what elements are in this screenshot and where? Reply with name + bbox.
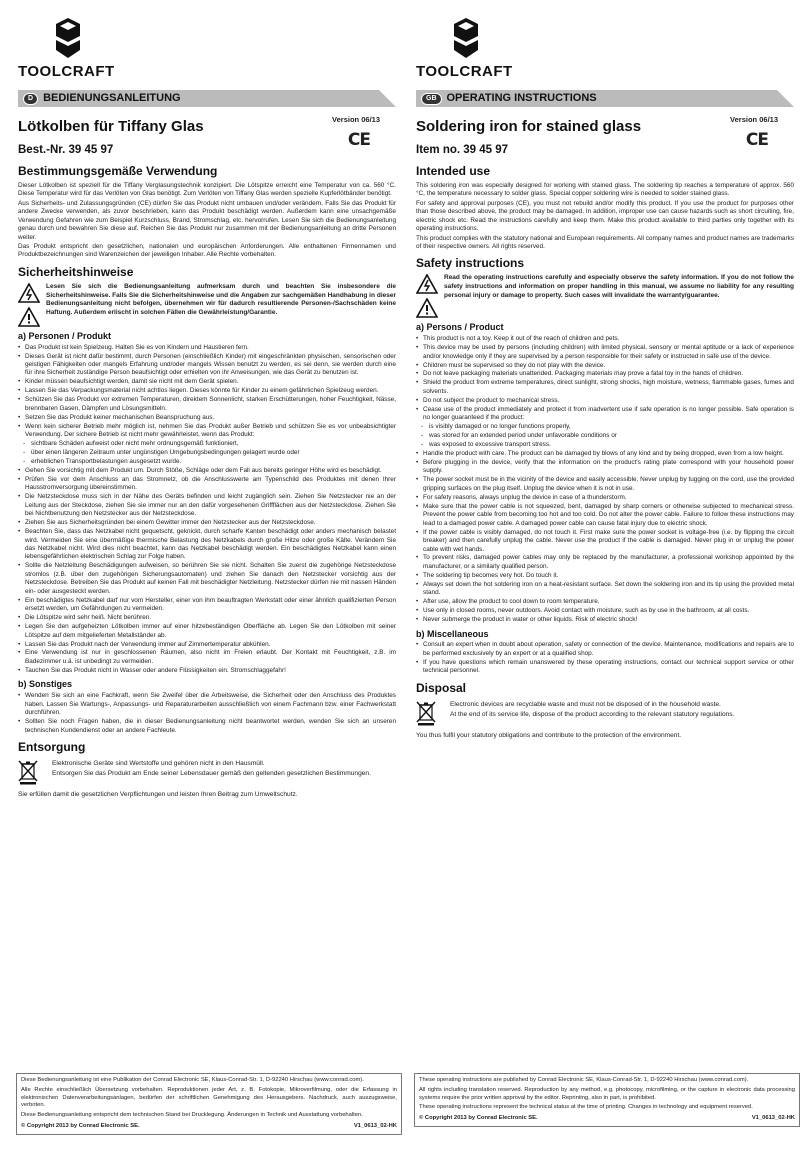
version-label: Version 06/13 [332, 115, 380, 124]
paragraph: Entsorgen Sie das Produkt am Ende seiner Lebensdauer gemäß den geltenden gesetzlichen Bestimmungen. [52, 770, 371, 778]
list-item: • Die Netzsteckdose muss sich in der Nähe des Geräts befinden und leicht zugänglich sein. Ziehen Sie Netzstecker nie an der Leitung aus der Steckdose, ziehen Sie sie immer nur an den dafür vorgesehenen Griffflächen aus der Netzsteckdose. Ziehen Sie bei Nichtbenutzung den Netzstecker aus der Netzsteckdose. [18, 493, 396, 518]
paragraph: At the end of its service life, dispose of the product according to the relevant statutory regulations. [450, 710, 735, 718]
section-title: OPERATING INSTRUCTIONS [446, 92, 597, 105]
list-item: • Prüfen Sie vor dem Anschluss an das Stromnetz, ob die Anschlusswerte am Typenschild des Produktes mit denen Ihrer Hausstromversorgung übereinstimmen. [18, 476, 396, 493]
crossed-bin-icon [18, 759, 38, 785]
list-item: • Do not subject the product to mechanical stress. [416, 397, 794, 405]
list-item: • Ein beschädigtes Netzkabel darf nur vom Hersteller, einer von ihm beauftragten Werkstatt oder einer ähnlich qualifizierten Person ersetzt werden, um Gefährdungen zu vermeiden. [18, 597, 396, 614]
miscellaneous-list [416, 641, 794, 675]
list-item: • This product is not a toy. Keep it out of the reach of children and pets. [416, 335, 794, 343]
ce-mark: CE [347, 130, 370, 150]
list-item: • For safety reasons, always unplug the device in case of a thunderstorm. [416, 494, 794, 502]
list-item: • The soldering tip becomes very hot. Do touch it. [416, 572, 794, 580]
safety-warning-text: Lesen Sie sich die Bedienungsanleitung aufmerksam durch und beachten Sie insbesondere die Sicherheitshinweise. Falls Sie die Sicherheitshinweise und die Angaben zur sachgemäßen Handhabung in dieser Bedienungsanleitung nicht befolgen, übernehmen wir für dadurch resultierende Personen-/Sachschäden keine Haftung. Außerdem erlischt in solchen Fällen die Gewährleistung/Garantie. [46, 282, 396, 317]
intended-use-text [416, 182, 794, 252]
brand-logo [18, 18, 396, 82]
electric-hazard-icon [18, 283, 40, 303]
list-item: - was exposed to excessive transport stress. [416, 441, 794, 449]
list-item: • Beachten Sie, dass das Netzkabel nicht gequetscht, geknickt, durch scharfe Kanten beschädigt oder anders mechanisch belastet wird. Vermeiden Sie eine übermäßige thermische Belastung des Netzkabels durch große Hitze oder große Kälte. Verändern Sie das Netzkabel nicht. Wird dies nicht beachtet, kann das Netzkabel beschädigt werden. Ein beschädigtes Netzkabel kann einen lebensgefährlichen elektrischen Schlag zur Folge haben. [18, 528, 396, 562]
publisher-notes [419, 1077, 795, 1112]
list-item: • If the power cable is visibly damaged, do not touch it. First make sure the power socket is voltage-free (i.e. by flipping the circuit breaker) and then carefully unplug the cable. Never use the product if the cable is damaged. Never plug in or unplug the power cable with wet hands. [416, 529, 794, 554]
persons-product-list-continued [416, 450, 794, 625]
list-item: • Sollte die Netzleitung Beschädigungen aufweisen, so berühren Sie sie nicht. Schalten Sie zuerst die zugehörige Netzsteckdose stromlos (z.B. über den zugehörigen Sicherungsautomaten) und ziehen Sie danach den Netzstecker vorsichtig aus der Netzsteckdose. Betreiben Sie das Produkt auf keinen Fall mit beschädigter Netzleitung. Netzstecker dürfen nie mit nassen Händen ein- oder ausgesteckt werden. [18, 562, 396, 596]
list-item: • This device may be used by persons (including children) with limited physical, sensory or mental aptitude or a lack of experience and/or knowledge only if they are supervised by a person responsible for their safety or instructed in safe use of the device. [416, 344, 794, 361]
list-item: • Cease use of the product immediately and protect it from inadvertent use if safe operation is no longer possible. Safe operation is no longer guaranteed if the product: [416, 406, 794, 423]
list-item: • Eine Verwendung ist nur in geschlossenen Räumen, also nicht im Freien erlaubt. Der Kontakt mit Feuchtigkeit, z.B. im Badezimmer u.ä. ist unbedingt zu vermeiden. [18, 649, 396, 666]
electric-hazard-icon [416, 274, 438, 294]
paragraph: Alle Rechte einschließlich Übersetzung vorbehalten. Reproduktionen jeder Art, z. B. Fotokopie, Mikroverfilmung, oder die Erfassung in elektronischen Datenverarbeitungsanlagen, bedürfen der schriftlichen Genehmigung des Herausgebers. Nachdruck, auch auszugsweise, verboten. [21, 1086, 397, 1109]
list-item: - is visibly damaged or no longer functions properly, [416, 423, 794, 431]
safety-heading: Safety instructions [416, 256, 525, 271]
list-item: • Ziehen Sie aus Sicherheitsgründen bei einem Gewitter immer den Netzstecker aus der Netzsteckdose. [18, 519, 396, 527]
persons-product-heading: a) Personen / Produkt [18, 330, 112, 341]
toolcraft-logo-icon [454, 18, 478, 58]
copyright: © Copyright 2013 by Conrad Electronic SE. [21, 1123, 140, 1130]
disposal-heading: Disposal [416, 680, 467, 695]
paragraph: These operating instructions are published by Conrad Electronic SE, Klaus-Conrad-Str. 1, D-92240 Hirschau (www.conrad.com). [419, 1077, 749, 1083]
list-item: - was stored for an extended period under unfavorable conditions or [416, 432, 794, 440]
copyright: © Copyright 2013 by Conrad Electronic SE. [419, 1115, 538, 1122]
brand-logo [416, 18, 794, 82]
page-title: Lötkolben für Tiffany Glas [18, 118, 204, 135]
miscellaneous-heading: b) Sonstiges [18, 679, 73, 690]
intended-use-text [18, 182, 396, 260]
intended-use-heading: Bestimmungsgemäße Verwendung [18, 164, 218, 178]
item-number: Best.-Nr. 39 45 97 [18, 144, 114, 156]
list-item: • Lassen Sie das Verpackungsmaterial nicht achtlos liegen. Dieses könnte für Kinder zu einem gefährlichen Spielzeug werden. [18, 387, 396, 395]
list-item: • Wenden Sie sich an eine Fachkraft, wenn Sie Zweifel über die Arbeitsweise, die Sicherheit oder den Anschluss des Produktes haben. Lassen Sie Wartungs-, Anpassungs- und Reparaturarbeiten ausschließlich von einem Fachmann bzw. einer Fachwerkstatt durchführen. [18, 692, 396, 717]
document-code: V1_0613_02-HK [751, 1115, 795, 1122]
list-item: • Make sure that the power cable is not squeezed, bent, damaged by sharp corners or otherwise subjected to mechanical stress. Prevent the power cable from becoming too hot and too cold. Do not alter the power cable. Failure to follow these instructions may lead to a damaged power cable. A damaged power cable can cause fatal injury due to electric shock. [416, 503, 794, 528]
english-column [416, 18, 794, 741]
list-item: • Use only in closed rooms, never outdoors. Avoid contact with moisture, such as by use in the bathroom, at all costs. [416, 607, 794, 615]
list-item: • Handle the product with care. The product can be damaged by blows of any kind and by being dropped, even from a low height. [416, 450, 794, 458]
paragraph: These operating instructions represent the technical status at the time of printing. Changes in technology and equipment reserved. [419, 1104, 753, 1111]
paragraph: This soldering iron was especially designed for working with stained glass. The soldering tip reaches a temperature of approx. 560 °C, the temperature necessary to solder glass. Special copper soldering wire is needed to solder stained glass. [416, 181, 794, 198]
toolcraft-logo-icon [56, 18, 80, 58]
list-item: • The power socket must be in the vicinity of the device and easily accessible. Never unplug by tugging on the cord, use the provided gripping surfaces on the plug itself. Unplug the device when it is not in use. [416, 476, 794, 493]
warning-icon [416, 298, 438, 318]
list-item: • Never submerge the product in water or other liquids. Risk of electric shock! [416, 616, 794, 624]
safety-warning-text: Read the operating instructions carefully and especially observe the safety information. If you do not follow the safety instructions and information on proper handling in this manual, we assume no liability for any resulting personal injury or damage to property. Such cases will invalidate the warranty/guarantee. [444, 274, 794, 299]
unsafe-conditions-list [416, 423, 794, 449]
list-item: • Setzen Sie das Produkt keiner mechanischen Beanspruchung aus. [18, 414, 396, 422]
list-item: • Tauchen Sie das Produkt nicht in Wasser oder andere Flüssigkeiten ein. Stromschlaggefahr! [18, 667, 396, 675]
publisher-notes [21, 1077, 397, 1120]
list-item: • Children must be supervised so they do not play with the device. [416, 362, 794, 370]
list-item: • Before plugging in the device, verify that the information on the product's rating plate correspond with your household power supply. [416, 459, 794, 476]
list-item: - erheblichen Transportbelastungen ausgesetzt wurde. [18, 458, 396, 466]
warning-icon [18, 307, 40, 327]
section-band [416, 90, 794, 107]
paragraph: Das Produkt entspricht den gesetzlichen, nationalen und europäischen Anforderungen. Alle enthaltenen Firmennamen und Produktbezeichnungen sind Warenzeichen der jeweiligen Inhaber. Alle Rechte vorbehalten. [18, 243, 396, 259]
paragraph: Diese Bedienungsanleitung entspricht dem technischen Stand bei Drucklegung. Änderungen in Technik und Ausstattung vorbehalten. [21, 1112, 363, 1119]
disposal-text [52, 759, 371, 785]
paragraph: Aus Sicherheits- und Zulassungsgründen (CE) dürfen Sie das Produkt nicht umbauen und/oder verändern. Falls Sie das Produkt für andere Zwecke verwenden, als zuvor beschrieben, kann das Produkt beschädigt werden. Außerdem kann eine unsachgemäße Verwendung Gefahren wie zum Beispiel Kurzschluss, Brand, Stromschlag, etc. hervorrufen. Lesen Sie sich die Bedienungsanleitung genau durch und bewahren Sie diese auf. Reichen Sie das Produkt nur zusammen mit der Bedienungsanleitung an dritte Personen weiter. [18, 199, 396, 241]
list-item: • Das Produkt ist kein Spielzeug. Halten Sie es von Kindern und Haustieren fern. [18, 344, 396, 352]
safety-heading: Sicherheitshinweise [18, 264, 134, 279]
paragraph: Dieser Lötkolben ist speziell für die Tiffany Verglasungstechnik konzipiert. Die Lötspitze erreicht eine Temperatur von ca. 560 °C. Diese Temperatur wird für das Verlöten von Glas benötigt. Zum Verlöten von Tiffany Glas werden spezielle Kupferlötbänder benötigt. [18, 181, 396, 198]
miscellaneous-heading: b) Miscellaneous [416, 628, 489, 639]
section-title: BEDIENUNGSANLEITUNG [43, 92, 181, 105]
list-item: • Lassen Sie das Produkt nach der Verwendung immer auf Zimmertemperatur abkühlen. [18, 641, 396, 649]
disposal-heading: Entsorgung [18, 739, 86, 754]
version-label: Version 06/13 [730, 115, 778, 124]
list-item: • After use, allow the product to cool down to room temperature. [416, 598, 794, 606]
brand-name: TOOLCRAFT [416, 63, 513, 80]
list-item: • Legen Sie den aufgeheizten Lötkolben immer auf einer hitzebeständigen Oberfläche ab. Legen Sie den Lötkolben mit seiner Lötspitze auf dem mitgelieferten Metallständer ab. [18, 623, 396, 640]
paragraph: Elektronische Geräte sind Wertstoffe und gehören nicht in den Hausmüll. [52, 759, 265, 767]
german-footer [16, 1073, 402, 1135]
list-item: • Do not leave packaging materials unattended. Packaging materials may prove a fatal toy in the hands of children. [416, 370, 794, 378]
list-item: • Wenn kein sicherer Betrieb mehr möglich ist, nehmen Sie das Produkt außer Betrieb und schützen Sie es vor unbeabsichtigter Verwendung. Der sichere Betrieb ist nicht mehr gewährleistet, wenn das Produkt: [18, 423, 396, 440]
list-item: • Sollten Sie noch Fragen haben, die in dieser Bedienungsanleitung nicht beantwortet werden, wenden Sie sich an unseren technischen Kundendienst oder an andere Fachleute. [18, 718, 396, 735]
english-footer [414, 1073, 800, 1127]
disposal-note: Sie erfüllen damit die gesetzlichen Verpflichtungen und leisten Ihren Beitrag zum Umweltschutz. [18, 790, 298, 798]
page-title: Soldering iron for stained glass [416, 118, 642, 135]
paragraph: All rights including translation reserved. Reproduction by any method, e.g. photocopy, microfilming, or the capture in electronic data processing systems require the prior written approval by the editor. Reprinting, also in part, is prohibited. [419, 1086, 795, 1101]
list-item: • Shield the product from extreme temperatures, direct sunlight, strong shocks, high moisture, wetness, flammable gases, fumes and solvents. [416, 379, 794, 396]
brand-name: TOOLCRAFT [18, 63, 115, 80]
list-item: • Always set down the hot soldering iron on a heat-resistant surface. Set down the soldering iron and its tip using the provided metal stand. [416, 581, 794, 598]
ce-mark: CE [745, 130, 768, 150]
paragraph: This product complies with the statutory national and European requirements. All company names and product names are trademarks of their respective owners. All rights reserved. [416, 234, 794, 250]
section-band [18, 90, 396, 107]
persons-product-list [18, 344, 396, 440]
persons-product-heading: a) Persons / Product [416, 322, 504, 333]
intended-use-heading: Intended use [416, 164, 491, 178]
persons-product-list-continued [18, 467, 396, 675]
list-item: • Kinder müssen beaufsichtigt werden, damit sie nicht mit dem Gerät spielen. [18, 378, 396, 386]
list-item: • Consult an expert when in doubt about operation, safety or connection of the device. Maintenance, modifications and repairs are to be performed exclusively by an expert or at a qualified shop. [416, 641, 794, 658]
list-item: • If you have questions which remain unanswered by these operating instructions, contact our technical support service or other technical personnel. [416, 659, 794, 676]
crossed-bin-icon [416, 700, 436, 726]
language-badge: D [23, 93, 38, 105]
list-item: - über einen längeren Zeitraum unter ungünstigen Umgebungsbedingungen gelagert wurde oder [18, 449, 396, 457]
disposal-note: You thus fulfil your statutory obligations and contribute to the protection of the environment. [416, 731, 682, 739]
disposal-text [450, 700, 734, 726]
list-item: • Die Lötspitze wird sehr heiß. Nicht berühren. [18, 614, 396, 622]
unsafe-conditions-list [18, 440, 396, 466]
list-item: • Schützen Sie das Produkt vor extremen Temperaturen, direktem Sonnenlicht, starken Erschütterungen, hoher Feuchtigkeit, Nässe, brennbaren Gasen, Dämpfen und Lösungsmitteln. [18, 396, 396, 413]
list-item: • To prevent risks, damaged power cables may only be replaced by the manufacturer, a professional workshop appointed by the manufacturer, or a similarly qualified person. [416, 554, 794, 571]
paragraph: Diese Bedienungsanleitung ist eine Publikation der Conrad Electronic SE, Klaus-Conrad-Str. 1, D-92240 Hirschau (www.conrad.com). [21, 1077, 364, 1083]
list-item: • Gehen Sie vorsichtig mit dem Produkt um. Durch Stöße, Schläge oder dem Fall aus bereits geringer Höhe wird es beschädigt. [18, 467, 396, 475]
persons-product-list [416, 335, 794, 423]
paragraph: Electronic devices are recyclable waste and must not be disposed of in the household waste. [450, 700, 721, 708]
document-code: V1_0613_02-HK [353, 1123, 397, 1130]
item-number: Item no. 39 45 97 [416, 144, 509, 156]
miscellaneous-list [18, 692, 396, 735]
german-column [18, 18, 396, 801]
language-badge: GB [421, 93, 442, 105]
list-item: - sichtbare Schäden aufweist oder nicht mehr ordnungsgemäß funktioniert, [18, 440, 396, 448]
list-item: • Dieses Gerät ist nicht dafür bestimmt, durch Personen (einschließlich Kinder) mit eingeschränkten physischen, sensorischen oder geistigen Fähigkeiten oder mangels Erfahrung und/oder mangels Wissen benutzt zu werden, es sei denn, sie werden durch eine für ihre Sicherheit zuständige Person beaufsichtigt oder erhielten von ihr Anweisungen, wie das Gerät zu benutzen ist. [18, 353, 396, 378]
paragraph: For safety and approval purposes (CE), you must not rebuild and/or modify this product. If you use the product for purposes other than those described above, the product may be damaged. In addition, improper use can cause hazards such as short circuiting, fire, electric shock etc. Read the instructions carefully and keep them. Make this product available to third parties only together with its operating instructions. [416, 199, 794, 233]
